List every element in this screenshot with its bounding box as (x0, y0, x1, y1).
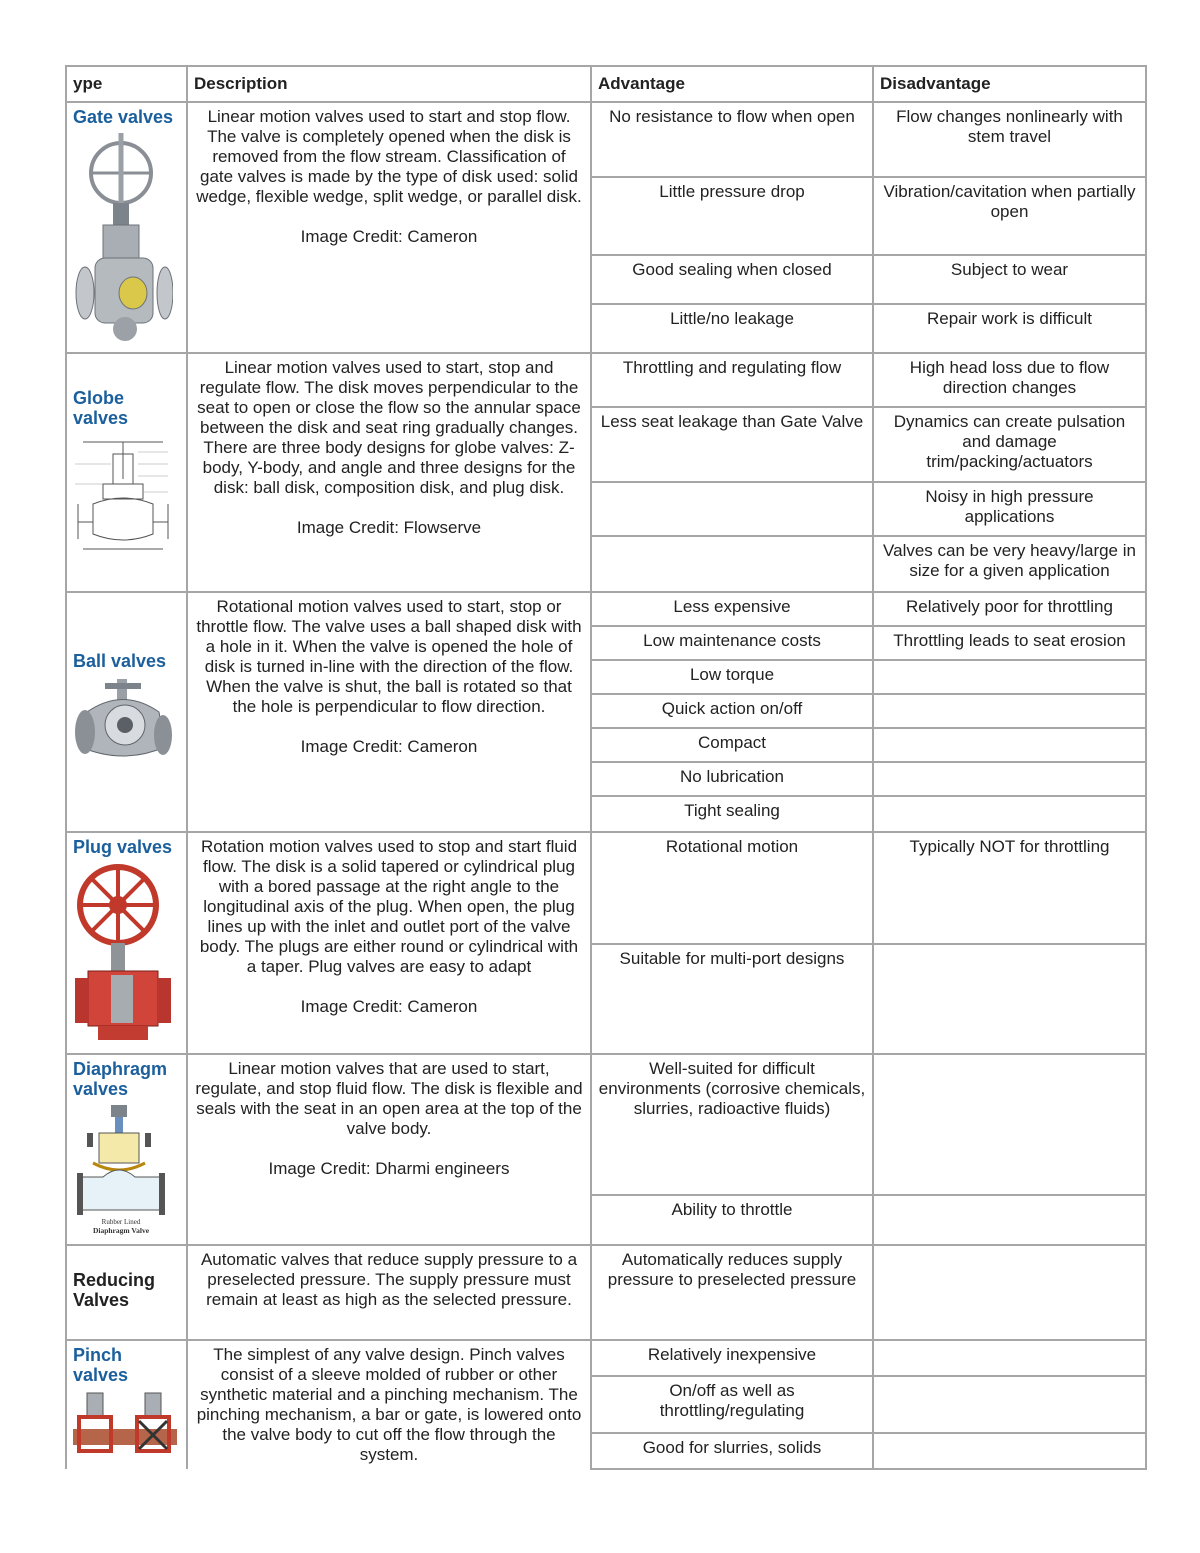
description-cell (187, 592, 591, 832)
disadvantage-cell (873, 796, 1146, 832)
advantage-cell: Relatively inexpensive (591, 1340, 873, 1376)
description-cell (187, 1245, 591, 1340)
advantage-cell: Tight sealing (591, 796, 873, 832)
disadvantage-cell: Throttling leads to seat erosion (873, 626, 1146, 660)
image-credit: Image Credit: Cameron (300, 227, 478, 246)
disadvantage-cell (873, 1195, 1146, 1245)
description-text: Linear motion valves used to start, stop and regulate flow. The disk moves perpendicular to the seat to open or close the flow so the annular space between the disk and seat ring gradually changes. There are three body designs for globe valves: Z-body, Y-body, and angle and three designs for the disk: ball disk, composition disk, and plug disk. (197, 358, 581, 497)
header-advantage: Advantage (591, 66, 873, 102)
ball-valve-image (73, 677, 173, 762)
disadvantage-cell: High head loss due to flow direction changes (873, 353, 1146, 407)
description-text: Automatic valves that reduce supply pressure to a preselected pressure. The supply pressure must remain at least as high as the selected pressure. (200, 1250, 578, 1309)
disadvantage-cell (873, 762, 1146, 796)
diaphragm-caption-2: Diaphragm Valve (92, 1226, 150, 1235)
disadvantage-cell (873, 944, 1146, 1054)
description-text: Linear motion valves that are used to start, regulate, and stop fluid flow. The disk is flexible and seals with the seat in an open area at the top of the valve body. (195, 1059, 583, 1138)
advantage-cell: Quick action on/off (591, 694, 873, 728)
advantage-cell: Automatically reduces supply pressure to preselected pressure (591, 1245, 873, 1340)
globe-valve-row (66, 353, 1146, 407)
description-cell (187, 1054, 591, 1245)
valve-type-name[interactable]: Diaphragm valves (73, 1059, 168, 1099)
description-cell (187, 353, 591, 592)
type-cell (66, 832, 187, 1054)
globe-valve-drawing (73, 434, 173, 554)
advantage-cell: Suitable for multi-port designs (591, 944, 873, 1054)
valve-type-name[interactable]: Pinch valves (73, 1345, 129, 1385)
disadvantage-cell (873, 660, 1146, 694)
reducing-valve-row (66, 1245, 1146, 1340)
description-cell (187, 102, 591, 353)
plug-valve-row (66, 832, 1146, 944)
diaphragm-valve-drawing (73, 1105, 173, 1235)
type-cell (66, 592, 187, 832)
advantage-cell: No resistance to flow when open (591, 102, 873, 177)
image-credit: Image Credit: Flowserve (296, 518, 482, 537)
header-type: ype (66, 66, 187, 102)
advantage-cell: Good sealing when closed (591, 255, 873, 304)
advantage-cell (591, 482, 873, 536)
gate-valve-row (66, 102, 1146, 177)
disadvantage-cell (873, 694, 1146, 728)
valve-type-name[interactable]: Globe valves (73, 388, 129, 428)
plug-valve-image (73, 863, 173, 1043)
advantage-cell: Ability to throttle (591, 1195, 873, 1245)
disadvantage-cell: Repair work is difficult (873, 304, 1146, 353)
advantage-cell: Less expensive (591, 592, 873, 626)
header-description: Description (187, 66, 591, 102)
disadvantage-cell (873, 1433, 1146, 1469)
disadvantage-cell (873, 1054, 1146, 1195)
disadvantage-cell (873, 1245, 1146, 1340)
advantage-cell: Well-suited for difficult environments (corrosive chemicals, slurries, radioactive fluids) (591, 1054, 873, 1195)
disadvantage-cell: Subject to wear (873, 255, 1146, 304)
advantage-cell: Less seat leakage than Gate Valve (591, 407, 873, 482)
disadvantage-cell: Valves can be very heavy/large in size for a given application (873, 536, 1146, 592)
advantage-cell: Little pressure drop (591, 177, 873, 255)
type-cell (66, 353, 187, 592)
advantage-cell: Little/no leakage (591, 304, 873, 353)
diaphragm-caption-1: Rubber Lined (101, 1218, 141, 1226)
valve-type-name[interactable]: Plug valves (73, 837, 173, 857)
gate-valve-image (73, 133, 173, 348)
disadvantage-cell (873, 1376, 1146, 1434)
disadvantage-cell: Relatively poor for throttling (873, 592, 1146, 626)
disadvantage-cell: Noisy in high pressure applications (873, 482, 1146, 536)
image-credit: Image Credit: Dharmi engineers (268, 1159, 510, 1178)
pinch-valve-row (66, 1340, 1146, 1376)
disadvantage-cell: Typically NOT for throttling (873, 832, 1146, 944)
advantage-cell: Compact (591, 728, 873, 762)
advantage-cell: No lubrication (591, 762, 873, 796)
description-text: Linear motion valves used to start and stop flow. The valve is completely opened when the disk is removed from the flow stream. Classification of gate valves is made by the type of disk used: solid wedge, flexible wedge, split wedge, or parallel disk. (196, 107, 582, 206)
description-cell (187, 832, 591, 1054)
disadvantage-cell (873, 1340, 1146, 1376)
advantage-cell: On/off as well as throttling/regulating (591, 1376, 873, 1434)
header-disadvantage: Disadvantage (873, 66, 1146, 102)
disadvantage-cell: Flow changes nonlinearly with stem travel (873, 102, 1146, 177)
type-cell (66, 1245, 187, 1340)
valve-type-name[interactable]: Gate valves (73, 107, 174, 127)
valve-type-name[interactable]: Ball valves (73, 651, 167, 671)
pinch-valve-image (73, 1391, 177, 1457)
description-text: Rotation motion valves used to stop and start fluid flow. The disk is a solid tapered or cylindrical plug with a bored passage at the right angle to the longitudinal axis of the plug. When open, the plug lines up with the inlet and outlet port of the valve body. The plugs are either round or cylindrical with a taper. Plug valves are easy to adapt (199, 837, 579, 976)
description-cell (187, 1340, 591, 1469)
disadvantage-cell: Dynamics can create pulsation and damage trim/packing/actuators (873, 407, 1146, 482)
description-text: The simplest of any valve design. Pinch valves consist of a sleeve molded of rubber or other synthetic material and a pinching mechanism. The pinching mechanism, a bar or gate, is lowered onto the valve body to cut off the flow through the system. (196, 1345, 582, 1464)
advantage-cell: Good for slurries, solids (591, 1433, 873, 1469)
advantage-cell: Low maintenance costs (591, 626, 873, 660)
type-cell (66, 1054, 187, 1245)
advantage-cell: Low torque (591, 660, 873, 694)
type-cell (66, 102, 187, 353)
valve-comparison-table (65, 65, 1147, 1470)
disadvantage-cell (873, 728, 1146, 762)
type-cell (66, 1340, 187, 1469)
disadvantage-cell: Vibration/cavitation when partially open (873, 177, 1146, 255)
image-credit: Image Credit: Cameron (300, 737, 478, 756)
advantage-cell: Rotational motion (591, 832, 873, 944)
description-text: Rotational motion valves used to start, stop or throttle flow. The valve uses a ball shaped disk with a hole in it. When the valve is opened the hole of disk is turned in-line with the direction of the flow. When the valve is shut, the ball is rotated so that the hole is perpendicular to flow direction. (196, 597, 582, 716)
image-credit: Image Credit: Cameron (300, 997, 478, 1016)
diaphragm-valve-row (66, 1054, 1146, 1195)
valve-type-name: Reducing Valves (73, 1270, 156, 1310)
ball-valve-row (66, 592, 1146, 626)
advantage-cell (591, 536, 873, 592)
advantage-cell: Throttling and regulating flow (591, 353, 873, 407)
header-row (66, 66, 1146, 102)
